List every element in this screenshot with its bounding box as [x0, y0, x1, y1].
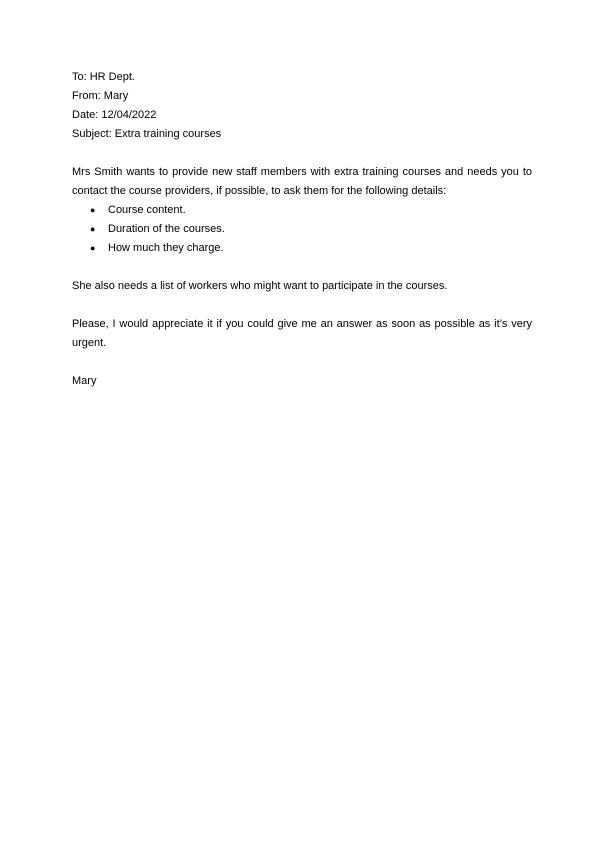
list-item — [72, 239, 532, 258]
list-item — [72, 201, 532, 220]
memo-to-line: To: HR Dept. — [72, 71, 135, 83]
list-item — [72, 220, 532, 239]
spacer — [72, 296, 532, 315]
memo-date-line: Date: 12/04/2022 — [72, 109, 157, 121]
bullet-icon: ● — [90, 224, 96, 234]
list-item-text: Duration of the courses. — [108, 223, 225, 235]
list-item-text: How much they charge. — [108, 242, 224, 254]
workers-paragraph: She also needs a list of workers who might want to participate in the courses. — [72, 280, 448, 292]
spacer — [72, 258, 532, 277]
list-item-text: Course content. — [108, 204, 186, 216]
spacer — [72, 144, 532, 163]
details-list — [72, 201, 532, 258]
bullet-icon: ● — [90, 243, 96, 253]
closing-paragraph: Please, I would appreciate it if you could give me an answer as soon as possible as it’s very urgent. — [72, 318, 532, 349]
spacer — [72, 353, 532, 372]
memo-from-line: From: Mary — [72, 90, 129, 102]
intro-paragraph: Mrs Smith wants to provide new staff members with extra training courses and needs you to contact the course providers, if possible, to ask them for the following details: — [72, 166, 532, 197]
signature: Mary — [72, 375, 97, 387]
memo-subject-line: Subject: Extra training courses — [72, 128, 222, 140]
memo-body — [72, 68, 532, 391]
bullet-icon: ● — [90, 205, 96, 215]
